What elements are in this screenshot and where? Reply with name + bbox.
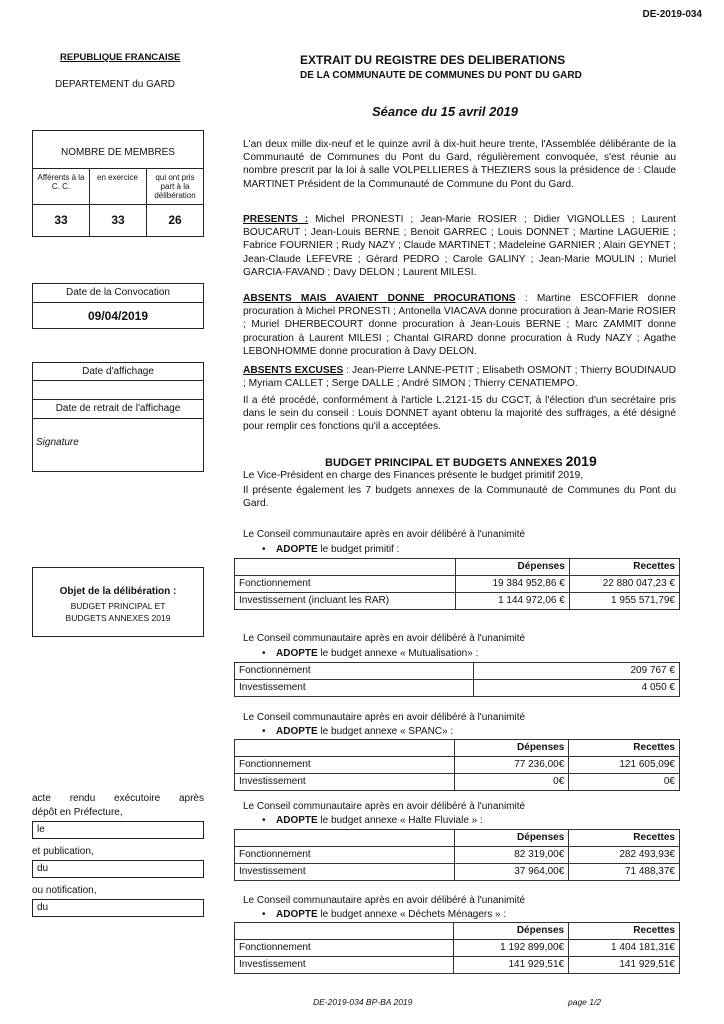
- table-header-row: [235, 559, 680, 576]
- table-row: [235, 774, 680, 791]
- publication-date-field[interactable]: du: [32, 860, 204, 878]
- recettes-header: Recettes: [569, 830, 680, 847]
- row-label: Fonctionnement: [235, 847, 455, 864]
- depenses-value: 141 929,51€: [454, 957, 569, 974]
- excuses-label: ABSENTS EXCUSES: [243, 365, 344, 376]
- adopte-label: ADOPTE: [276, 815, 318, 826]
- procurations-label: ABSENTS MAIS AVAIENT DONNE PROCURATIONS: [243, 293, 516, 304]
- table-cell: [235, 740, 455, 757]
- table-row: [235, 576, 680, 593]
- notification-text: ou notification,: [32, 885, 97, 896]
- convocation-box: [32, 283, 204, 329]
- row-label: Fonctionnement: [235, 940, 454, 957]
- depot-text: dépôt en Préfecture,: [32, 807, 123, 818]
- members-title: NOMBRE DE MEMBRES: [61, 147, 175, 158]
- recettes-value: 282 493,93€: [569, 847, 680, 864]
- intro-paragraph: L'an deux mille dix-neuf et le quinze avril à dix-huit heure trente, l'Assemblée délibérante de la Communauté de Communes du Pont du Gard, régulièrement convoquée, s'est réunie au nombre prescrit par la loi à salle VOLPELLIERES à THEZIERS sous la présidence de : Claude MARTINET Président de la Communauté de Commune du Pont du Gard.: [243, 139, 676, 190]
- depenses-value: 0€: [455, 774, 569, 791]
- budget-dechets-table: [234, 922, 680, 974]
- adopte-text: le budget annexe « Déchets Ménagers » :: [317, 909, 507, 920]
- table-header-row: [235, 830, 680, 847]
- table-row: [235, 957, 680, 974]
- objet-line2: BUDGETS ANNEXES 2019: [65, 613, 171, 623]
- recettes-header: Recettes: [569, 740, 680, 757]
- depenses-header: Dépenses: [455, 559, 569, 576]
- table-row: [235, 847, 680, 864]
- budget-mutualisation-adopte: • ADOPTE le budget annexe « Mutualisation» :: [262, 648, 479, 659]
- budget-spanc-adopte: • ADOPTE le budget annexe « SPANC» :: [262, 726, 454, 737]
- recettes-value: 1 955 571,79€: [569, 593, 679, 610]
- depenses-value: 1 144 972,06 €: [455, 593, 569, 610]
- depenses-header: Dépenses: [455, 830, 569, 847]
- recettes-value: 1 404 181,31€: [569, 940, 680, 957]
- budget-mutualisation-intro: Le Conseil communautaire après en avoir délibéré à l'unanimité: [243, 633, 526, 644]
- row-label: Investissement: [235, 957, 454, 974]
- affichage-box: [32, 362, 204, 472]
- secretaire-paragraph: Il a été procédé, conformément à l'article L.2121-15 du CGCT, à l'élection d'un secrétaire pris dans le sein du conseil : Louis DONNET ayant obtenu la majorité des suffrages, a été désigné pour remplir ces fonctions qu'il a acceptées.: [243, 395, 676, 433]
- page-number: page 1/2: [568, 997, 602, 1007]
- row-label: Investissement (incluant les RAR): [235, 593, 456, 610]
- budget-halte-intro: Le Conseil communautaire après en avoir délibéré à l'unanimité: [243, 801, 526, 812]
- signature-label: Signature: [36, 437, 79, 448]
- budget-spanc-intro: Le Conseil communautaire après en avoir délibéré à l'unanimité: [243, 712, 526, 723]
- afferents-label: Afférents à la C. C.: [37, 173, 85, 191]
- depenses-header: Dépenses: [454, 923, 569, 940]
- depenses-header: Dépenses: [455, 740, 569, 757]
- divider: [33, 399, 203, 400]
- divider: [33, 204, 203, 205]
- document-reference: DE-2019-034: [642, 9, 702, 20]
- recettes-header: Recettes: [569, 923, 680, 940]
- republique-label: REPUBLIQUE FRANCAISE: [60, 52, 181, 63]
- afferents-value: 33: [54, 213, 68, 227]
- budget-mutualisation-table: [234, 662, 680, 697]
- row-value: 4 050 €: [474, 680, 680, 697]
- convocation-date: 09/04/2019: [87, 309, 149, 323]
- budget-primitif-table: [234, 558, 680, 610]
- adopte-label: ADOPTE: [276, 726, 318, 737]
- presents-list: Michel PRONESTI ; Jean-Marie ROSIER ; Didier VIGNOLLES ; Laurent BOUCARUT ; Jean-Louis BERNE ; Benoit GARREC ; Louis DONNET ; Martine LAGUERIE ; Fabrice FOURNIER ; Rudy NAZY ; Claude MARTINET ; Madeleine GARNIER ; Alain GEYNET ; Jean-Claude LEFEVRE ; Gérard PEDRO ; Carole GALINY ; Jean-Marie MOULIN ; Muriel GARCIA-FAVAND ; Davy DELON ; Laurent MILESI.: [243, 214, 676, 278]
- footer-reference: DE-2019-034 BP-BA 2019: [313, 997, 413, 1007]
- objet-box: [32, 567, 204, 637]
- recettes-value: 0€: [569, 774, 680, 791]
- recettes-value: 22 880 047,23 €: [569, 576, 679, 593]
- vp-line2: Il présente également les 7 budgets annexes de la Communauté de Communes du Pont du Gard.: [243, 485, 676, 510]
- table-cell: [235, 923, 454, 940]
- table-row: [235, 757, 680, 774]
- section-title-text: BUDGET PRINCIPAL ET BUDGETS ANNEXES: [325, 457, 566, 469]
- adopte-text: le budget primitif :: [317, 544, 400, 555]
- depenses-value: 77 236,00€: [455, 757, 569, 774]
- objet-line1: BUDGET PRINCIPAL ET: [70, 601, 166, 611]
- convocation-label: Date de la Convocation: [66, 287, 170, 298]
- participants-value: 26: [168, 213, 182, 227]
- document-subtitle: DE LA COMMUNAUTE DE COMMUNES DU PONT DU GARD: [300, 70, 582, 81]
- budget-halte-table: [234, 829, 680, 881]
- adopte-text: le budget annexe « SPANC» :: [317, 726, 454, 737]
- divider: [33, 418, 203, 419]
- row-label: Investissement: [235, 680, 474, 697]
- recettes-header: Recettes: [569, 559, 679, 576]
- exercice-value: 33: [111, 213, 125, 227]
- depenses-value: 82 319,00€: [455, 847, 569, 864]
- depenses-value: 19 384 952,86 €: [455, 576, 569, 593]
- row-label: Fonctionnement: [235, 663, 474, 680]
- table-row: [235, 680, 680, 697]
- seance-date: Séance du 15 avril 2019: [372, 104, 518, 119]
- depenses-value: 1 192 899,00€: [454, 940, 569, 957]
- notification-date-field[interactable]: du: [32, 899, 204, 917]
- procurations-list: : Martine ESCOFFIER donne procuration à Michel PRONESTI ; Antonella VIACAVA donne procuration à Jean-Marie ROSIER ; Muriel DHERBECOURT donne procuration à Jean-Louis BERNE ; Marc ZAMMIT donne procuration à Laurent MILESI ; Chantal GIRARD donne procuration à Rudy NAZY ; Agathe LEBONHOMME donne procuration à Davy DELON.: [243, 293, 676, 357]
- presents-label: PRESENTS :: [243, 214, 309, 225]
- budget-dechets-adopte: • ADOPTE le budget annexe « Déchets Ménagers » :: [262, 909, 507, 920]
- row-label: Investissement: [235, 774, 455, 791]
- adopte-text: le budget annexe « Mutualisation» :: [317, 648, 479, 659]
- members-box: [32, 130, 204, 237]
- excuses-paragraph: [243, 364, 676, 390]
- divider: [33, 302, 203, 303]
- budget-primitif-intro: Le Conseil communautaire après en avoir délibéré à l'unanimité: [243, 529, 526, 540]
- table-row: [235, 864, 680, 881]
- table-cell: [235, 559, 456, 576]
- recettes-value: 141 929,51€: [569, 957, 680, 974]
- budget-halte-adopte: • ADOPTE le budget annexe « Halte Fluviale » :: [262, 815, 483, 826]
- depenses-value: 37 964,00€: [455, 864, 569, 881]
- table-header-row: [235, 740, 680, 757]
- section-title: [325, 453, 597, 469]
- vp-line1: Le Vice-Président en charge des Finances présente le budget primitif 2019,: [243, 470, 584, 481]
- table-cell: [235, 830, 455, 847]
- budget-dechets-intro: Le Conseil communautaire après en avoir délibéré à l'unanimité: [243, 895, 526, 906]
- excuses-list: : Jean-Pierre LANNE-PETIT ; Elisabeth OSMONT ; Thierry BOUDINAUD ; Myriam CALLET ; Serge DALLE ; André SIMON ; Thierry CENATIEMPO.: [243, 365, 676, 390]
- adopte-label: ADOPTE: [276, 648, 318, 659]
- budget-primitif-adopte: • ADOPTE le budget primitif :: [262, 544, 400, 555]
- exercice-label: en exercice: [97, 173, 138, 182]
- table-row: [235, 940, 680, 957]
- executoire-text: acte rendu exécutoire après: [32, 793, 204, 804]
- retrait-label: Date de retrait de l'affichage: [55, 403, 181, 414]
- table-header-row: [235, 923, 680, 940]
- row-label: Fonctionnement: [235, 757, 455, 774]
- document-title: EXTRAIT DU REGISTRE DES DELIBERATIONS: [300, 53, 566, 67]
- prefecture-date-field[interactable]: le: [32, 821, 204, 839]
- row-label: Investissement: [235, 864, 455, 881]
- procurations-paragraph: [243, 292, 676, 358]
- objet-label: Objet de la délibération :: [59, 586, 177, 597]
- adopte-label: ADOPTE: [276, 909, 318, 920]
- adopte-label: ADOPTE: [276, 544, 318, 555]
- divider: [33, 380, 203, 381]
- presents-paragraph: [243, 213, 676, 279]
- recettes-value: 71 488,37€: [569, 864, 680, 881]
- row-label: Fonctionnement: [235, 576, 456, 593]
- divider: [33, 168, 203, 169]
- table-row: [235, 663, 680, 680]
- section-year: 2019: [565, 453, 597, 469]
- participants-label: qui ont pris part à la délibération: [154, 173, 196, 200]
- affichage-label: Date d'affichage: [82, 366, 154, 377]
- budget-spanc-table: [234, 739, 680, 791]
- row-value: 209 767 €: [474, 663, 680, 680]
- adopte-text: le budget annexe « Halte Fluviale » :: [317, 815, 483, 826]
- table-row: [235, 593, 680, 610]
- recettes-value: 121 605,09€: [569, 757, 680, 774]
- departement-label: DEPARTEMENT du GARD: [55, 79, 176, 90]
- publication-text: et publication,: [32, 846, 94, 857]
